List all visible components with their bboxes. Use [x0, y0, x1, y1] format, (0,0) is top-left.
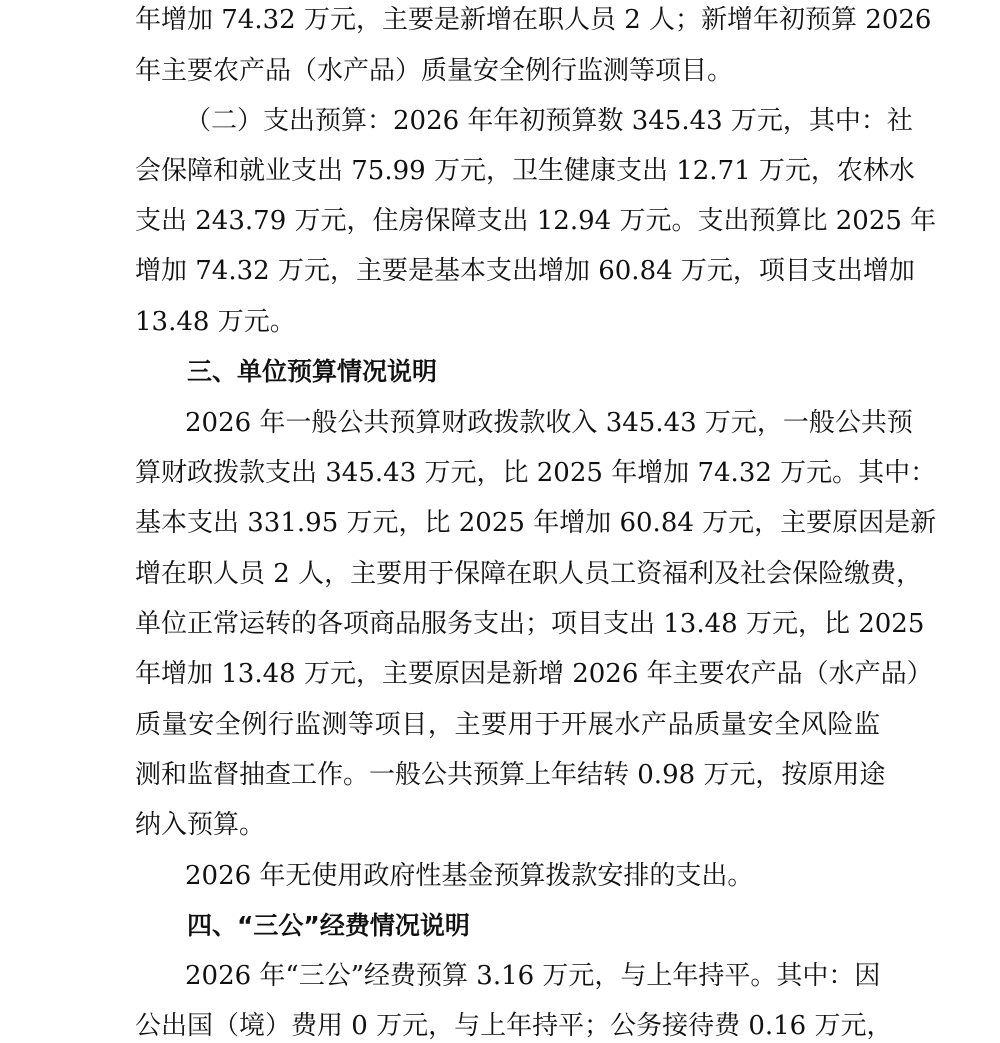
paragraph-line: 算财政拨款支出 345.43 万元，比 2025 年增加 74.32 万元。其中： — [135, 458, 937, 488]
paragraph-line: 年主要农产品（水产品）质量安全例行监测等项目。 — [135, 56, 734, 86]
paragraph-line: 2026 年无使用政府性基金预算拨款安排的支出。 — [185, 861, 754, 891]
paragraph-line: 质量安全例行监测等项目，主要用于开展水产品质量安全风险监 — [135, 710, 880, 740]
paragraph-line: 13.48 万元。 — [135, 307, 296, 337]
paragraph-line: （二）支出预算：2026 年年初预算数 345.43 万元，其中：社 — [185, 106, 913, 136]
paragraph-line: 公出国（境）费用 0 万元，与上年持平；公务接待费 0.16 万元， — [135, 1011, 893, 1041]
paragraph-line: 增加 74.32 万元，主要是基本支出增加 60.84 万元，项目支出增加 — [135, 256, 915, 286]
section-heading: 三、单位预算情况说明 — [187, 357, 438, 386]
paragraph-line: 2026 年“三公”经费预算 3.16 万元，与上年持平。其中：因 — [185, 961, 881, 991]
paragraph-line: 会保障和就业支出 75.99 万元，卫生健康支出 12.71 万元，农林水 — [135, 156, 915, 186]
paragraph-line: 2026 年一般公共预算财政拨款收入 345.43 万元，一般公共预 — [185, 408, 913, 438]
paragraph-line: 测和监督抽查工作。一般公共预算上年结转 0.98 万元，按原用途 — [135, 760, 886, 790]
paragraph-line: 支出 243.79 万元，住房保障支出 12.94 万元。支出预算比 2025 年 — [135, 206, 937, 236]
section-heading: 四、“三公”经费情况说明 — [187, 911, 470, 940]
paragraph-line: 增在职人员 2 人，主要用于保障在职人员工资福利及社会保险缴费， — [135, 559, 923, 589]
paragraph-line: 基本支出 331.95 万元，比 2025 年增加 60.84 万元，主要原因是新 — [135, 508, 937, 538]
paragraph-line: 纳入预算。 — [135, 810, 266, 840]
paragraph-line: 年增加 74.32 万元，主要是新增在职人员 2 人；新增年初预算 2026 — [135, 5, 932, 35]
paragraph-line: 年增加 13.48 万元，主要原因是新增 2026 年主要农产品（水产品） — [135, 659, 933, 689]
paragraph-line: 单位正常运转的各项商品服务支出；项目支出 13.48 万元，比 2025 — [135, 609, 925, 639]
